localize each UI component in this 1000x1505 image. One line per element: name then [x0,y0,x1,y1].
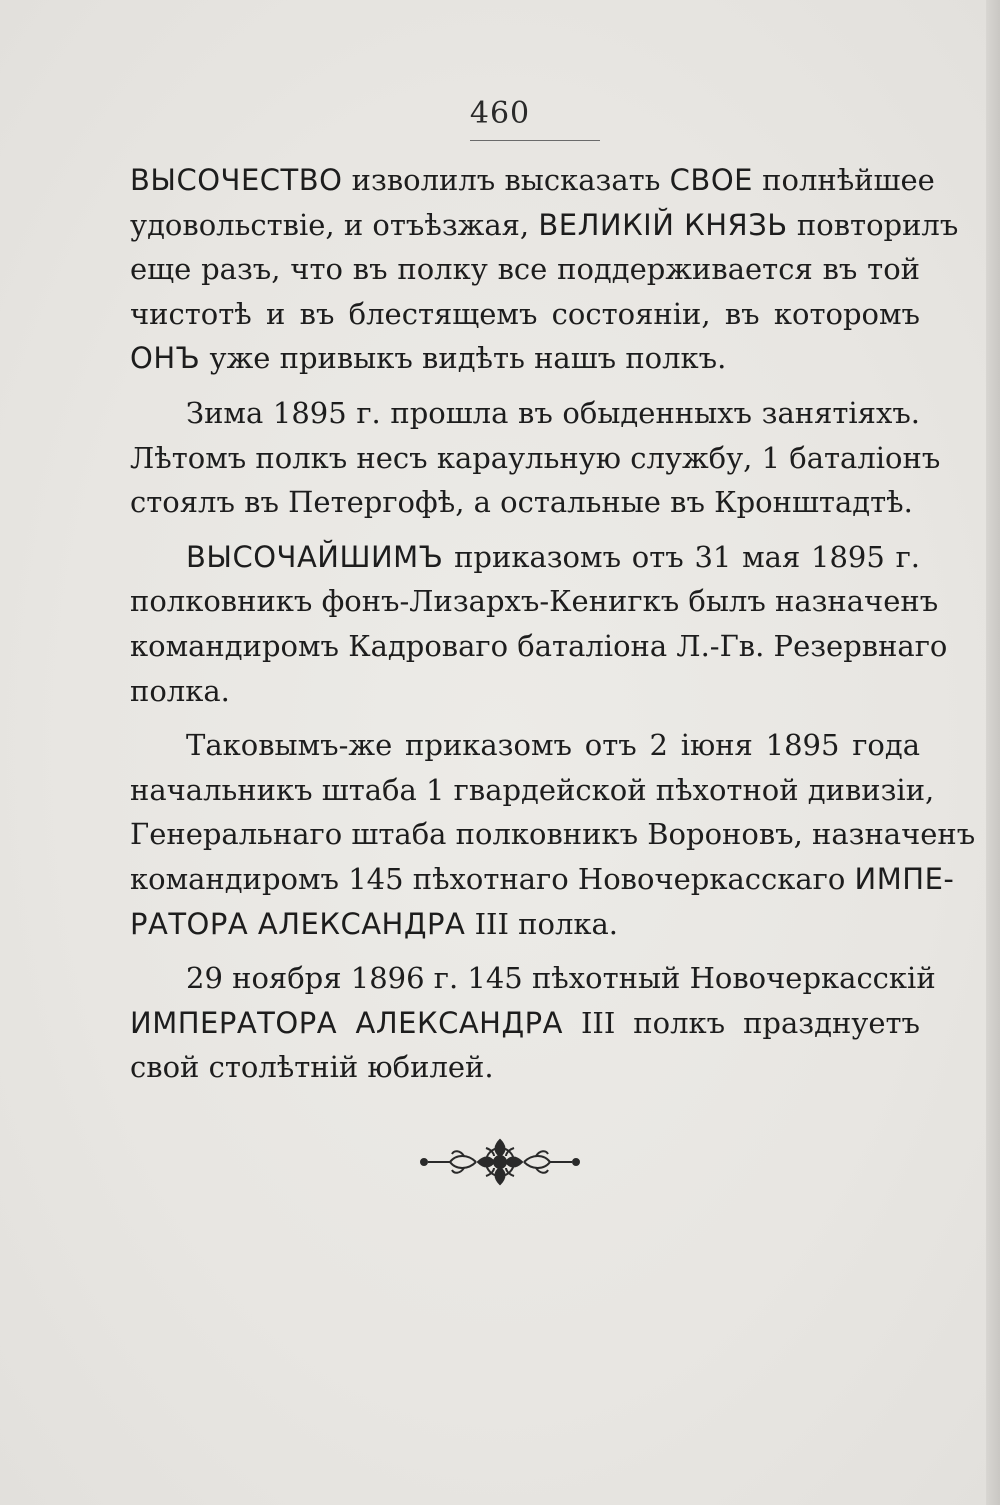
paragraph-gap [130,381,920,391]
text-line [130,857,955,902]
text-run: Генеральнаго штаба полковникъ Вороновъ, назначенъ [130,817,976,852]
capitalized-text: РАТОРА АЛЕКСАНДРА [130,906,466,941]
text-line [130,292,920,337]
text-run: полка. [130,673,230,708]
body-text [130,158,976,1090]
capitalized-text: СВОЕ [669,163,753,197]
floral-ornament-icon [0,1132,1000,1196]
text-run: изволилъ высказать [342,163,670,197]
paragraph-gap [130,525,920,535]
text-line [130,535,920,580]
capitalized-text: ВЫСОЧАЙШИМЪ [186,539,444,574]
text-line [130,247,920,292]
text-line [130,624,948,669]
text-line [130,956,936,1001]
text-line [130,336,920,381]
text-run: начальникъ штаба 1 гвардейской пѣхотной дивизіи, [130,772,935,807]
text-run: приказомъ отъ 31 мая 1895 г. [443,539,920,574]
text-run: удовольствіе, и отъѣзжая, [130,207,539,242]
capitalized-text: ИМПЕ- [854,861,955,896]
text-run: Зима 1895 г. прошла въ обыденныхъ занятіяхъ. [186,395,920,430]
page-edge-shadow [986,0,1000,1505]
text-line [130,669,920,714]
text-run: чистотѣ и въ блестящемъ состояніи, въ которомъ [130,296,920,331]
text-line [130,158,935,203]
paragraph-gap [130,946,920,956]
text-line [130,723,920,768]
text-run: III полкъ празднуетъ [562,1005,920,1040]
page-number: 460 [469,96,531,131]
text-run: повторилъ [787,207,959,242]
capitalized-text: ИМПЕРАТОРА АЛЕКСАНДРА [130,1005,563,1040]
text-run: 29 ноября 1896 г. 145 пѣхотный Новочеркасскій [186,961,936,996]
text-run: уже привыкъ видѣть нашъ полкъ. [200,341,727,376]
text-line [130,812,976,857]
capitalized-text: ВЕЛИКІЙ КНЯЗЬ [538,207,788,242]
paragraph-gap [130,713,920,723]
text-line [130,391,920,436]
text-line [130,1045,920,1090]
text-run: еще разъ, что въ полку все поддерживается въ той [130,252,920,287]
text-line [130,902,920,947]
text-run: свой столѣтній юбилей. [130,1050,494,1085]
text-line [130,768,935,813]
text-run: полковникъ фонъ-Лизархъ-Кенигкъ былъ назначенъ [130,584,939,619]
text-run: III полка. [465,906,619,941]
text-run: Таковымъ-же приказомъ отъ 2 іюня 1895 года [186,728,920,763]
text-line [130,436,941,481]
capitalized-text: ВЫСОЧЕСТВО [130,163,343,197]
page-number-rule [470,140,600,141]
text-run: полнѣйшее [752,163,935,197]
text-run: командиромъ 145 пѣхотнаго Новочеркасскаго [130,861,855,896]
text-line [130,1001,920,1046]
text-line [130,480,920,525]
text-run: командиромъ Кадроваго баталіона Л.-Гв. Резервнаго [130,628,948,663]
text-run: Лѣтомъ полкъ несъ караульную службу, 1 баталіонъ [130,440,941,475]
text-run: стоялъ въ Петергофѣ, а остальные въ Кронштадтѣ. [130,485,913,520]
capitalized-text: ОНЪ [130,341,201,376]
text-line [130,203,959,248]
text-line [130,579,939,624]
